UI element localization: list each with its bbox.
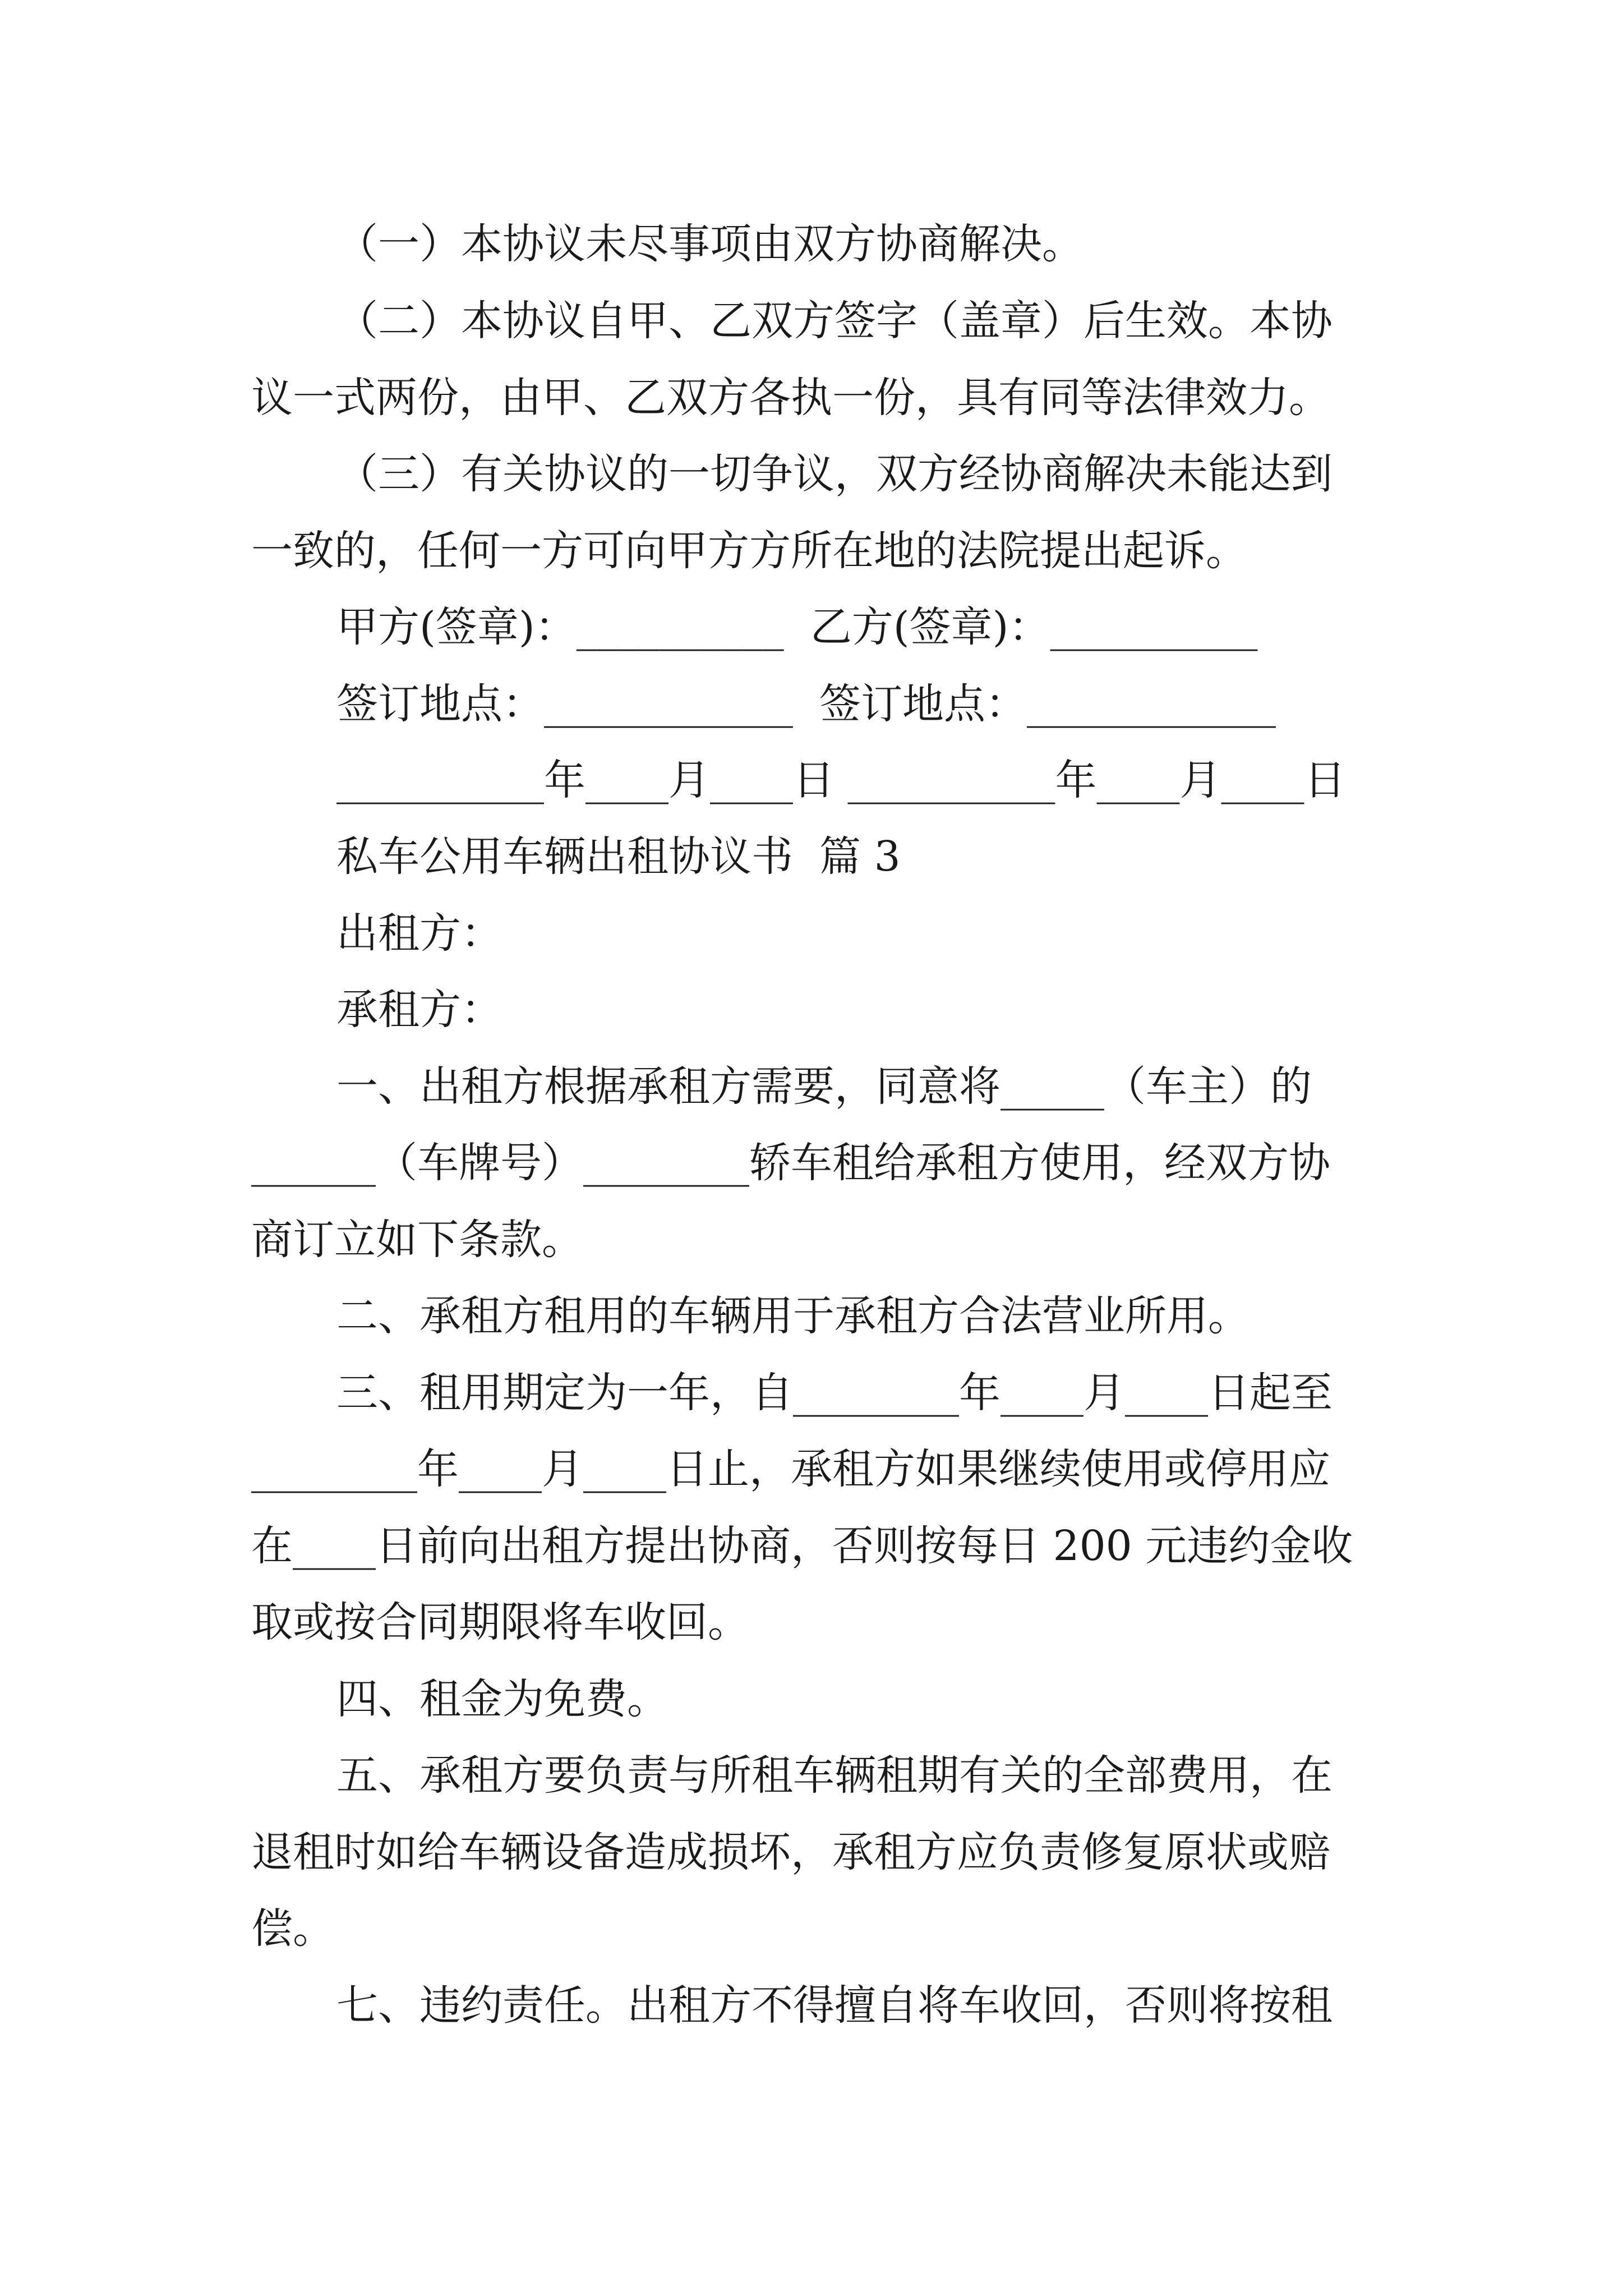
article-3-line-1: 三、租用期定为一年，自________年____月____日起至 bbox=[336, 1369, 1332, 1417]
article-2-text: 二、承租方租用的车辆用于承租方合法营业所用。 bbox=[336, 1292, 1249, 1340]
clause-3-text-line-1: （三）有关协议的一切争议，双方经协商解决未能达到 bbox=[336, 450, 1332, 498]
clause-1-text: （一）本协议未尽事项由双方协商解决。 bbox=[336, 220, 1083, 268]
clause-2-text-line-2: 议一式两份，由甲、乙双方各执一份，具有同等法律效力。 bbox=[251, 374, 1330, 422]
signing-place-line: 签订地点：____________ 签订地点：____________ bbox=[336, 680, 1276, 728]
article-3-line-2: ________年____月____日止，承租方如果继续使用或停用应 bbox=[251, 1445, 1330, 1493]
signing-date-line: __________年____月____日 __________年____月____日 bbox=[336, 756, 1346, 804]
article-1-line-1: 一、出租方根据承租方需要，同意将_____（车主）的 bbox=[336, 1062, 1312, 1111]
article-5-line-3: 偿。 bbox=[251, 1904, 334, 1953]
lessor-label: 出租方： bbox=[336, 909, 502, 958]
clause-3-text-line-2: 一致的，任何一方可向甲方方所在地的法院提出起诉。 bbox=[251, 527, 1247, 575]
article-7-line-1: 七、违约责任。出租方不得擅自将车收回，否则将按租 bbox=[336, 1981, 1332, 2030]
article-1-line-2: ______（车牌号）________轿车租给承租方使用，经双方协 bbox=[251, 1139, 1330, 1187]
clause-2-text-line-1: （二）本协议自甲、乙双方签字（盖章）后生效。本协 bbox=[336, 297, 1332, 345]
signature-line: 甲方(签章)：__________ 乙方(签章)：__________ bbox=[336, 603, 1258, 651]
article-3-line-4: 取或按合同期限将车收回。 bbox=[251, 1598, 749, 1646]
lessee-label: 承租方： bbox=[336, 986, 502, 1034]
article-1-line-3: 商订立如下条款。 bbox=[251, 1216, 583, 1264]
article-5-line-1: 五、承租方要负责与所租车辆租期有关的全部费用，在 bbox=[336, 1751, 1332, 1800]
article-4-text: 四、租金为免费。 bbox=[336, 1675, 668, 1723]
section-title: 私车公用车辆出租协议书 篇 3 bbox=[336, 832, 901, 881]
article-5-line-2: 退租时如给车辆设备造成损坏，承租方应负责修复原状或赔 bbox=[251, 1828, 1330, 1876]
article-3-line-3: 在____日前向出租方提出协商，否则按每日 200 元违约金收 bbox=[251, 1522, 1353, 1570]
